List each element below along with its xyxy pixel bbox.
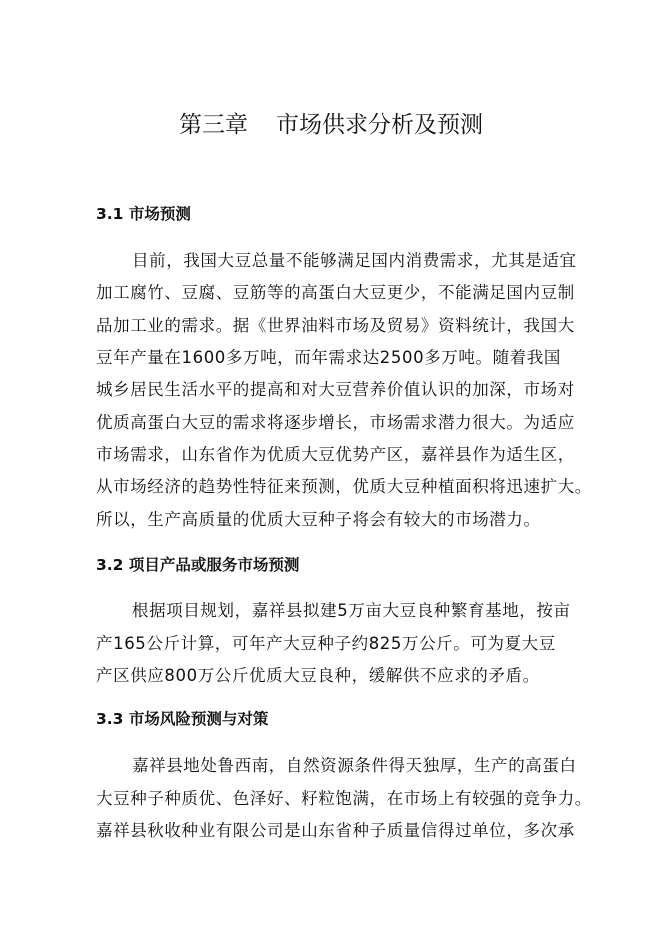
paragraph-line: 产区供应800万公斤优质大豆良种，缓解供不应求的矛盾。 xyxy=(96,666,540,685)
chapter-number: 第三章 xyxy=(179,112,248,138)
paragraph-line: 嘉祥县秋收种业有限公司是山东省种子质量信得过单位，多次承 xyxy=(96,821,575,840)
section-heading-3-3: 3.3 市场风险预测与对策 xyxy=(96,710,269,728)
paragraph-line: 根据项目规划，嘉祥县拟建5万亩大豆良种繁育基地，按亩 xyxy=(132,601,571,620)
paragraph-line: 加工腐竹、豆腐、豆筋等的高蛋白大豆更少，不能满足国内豆制 xyxy=(96,283,575,302)
paragraph-line: 目前，我国大豆总量不能够满足国内消费需求，尤其是适宜 xyxy=(132,251,577,270)
chapter-title xyxy=(0,110,662,140)
paragraph-line: 从市场经济的趋势性特征来预测，优质大豆种植面积将迅速扩大。 xyxy=(96,477,592,496)
paragraph-line: 大豆种子种质优、色泽好、籽粒饱满，在市场上有较强的竞争力。 xyxy=(96,789,592,808)
paragraph-line: 产165公斤计算，可年产大豆种子约825万公斤。可为夏大豆 xyxy=(96,634,556,653)
section-heading-3-1: 3.1 市场预测 xyxy=(96,205,191,223)
paragraph-line: 嘉祥县地处鲁西南，自然资源条件得天独厚，生产的高蛋白 xyxy=(132,756,577,775)
paragraph-line: 优质高蛋白大豆的需求将逐步增长，市场需求潜力很大。为适应 xyxy=(96,413,575,432)
paragraph-line: 市场需求，山东省作为优质大豆优势产区，嘉祥县作为适生区， xyxy=(96,445,575,464)
chapter-name: 市场供求分析及预测 xyxy=(276,112,483,138)
paragraph-line: 所以，生产高质量的优质大豆种子将会有较大的市场潜力。 xyxy=(96,510,541,529)
paragraph-line: 品加工业的需求。据《世界油料市场及贸易》资料统计，我国大 xyxy=(96,316,575,335)
paragraph-line: 豆年产量在1600多万吨，而年需求达2500多万吨。随着我国 xyxy=(96,348,561,367)
section-heading-3-2: 3.2 项目产品或服务市场预测 xyxy=(96,556,300,574)
paragraph-line: 城乡居民生活水平的提高和对大豆营养价值认识的加深，市场对 xyxy=(96,380,575,399)
